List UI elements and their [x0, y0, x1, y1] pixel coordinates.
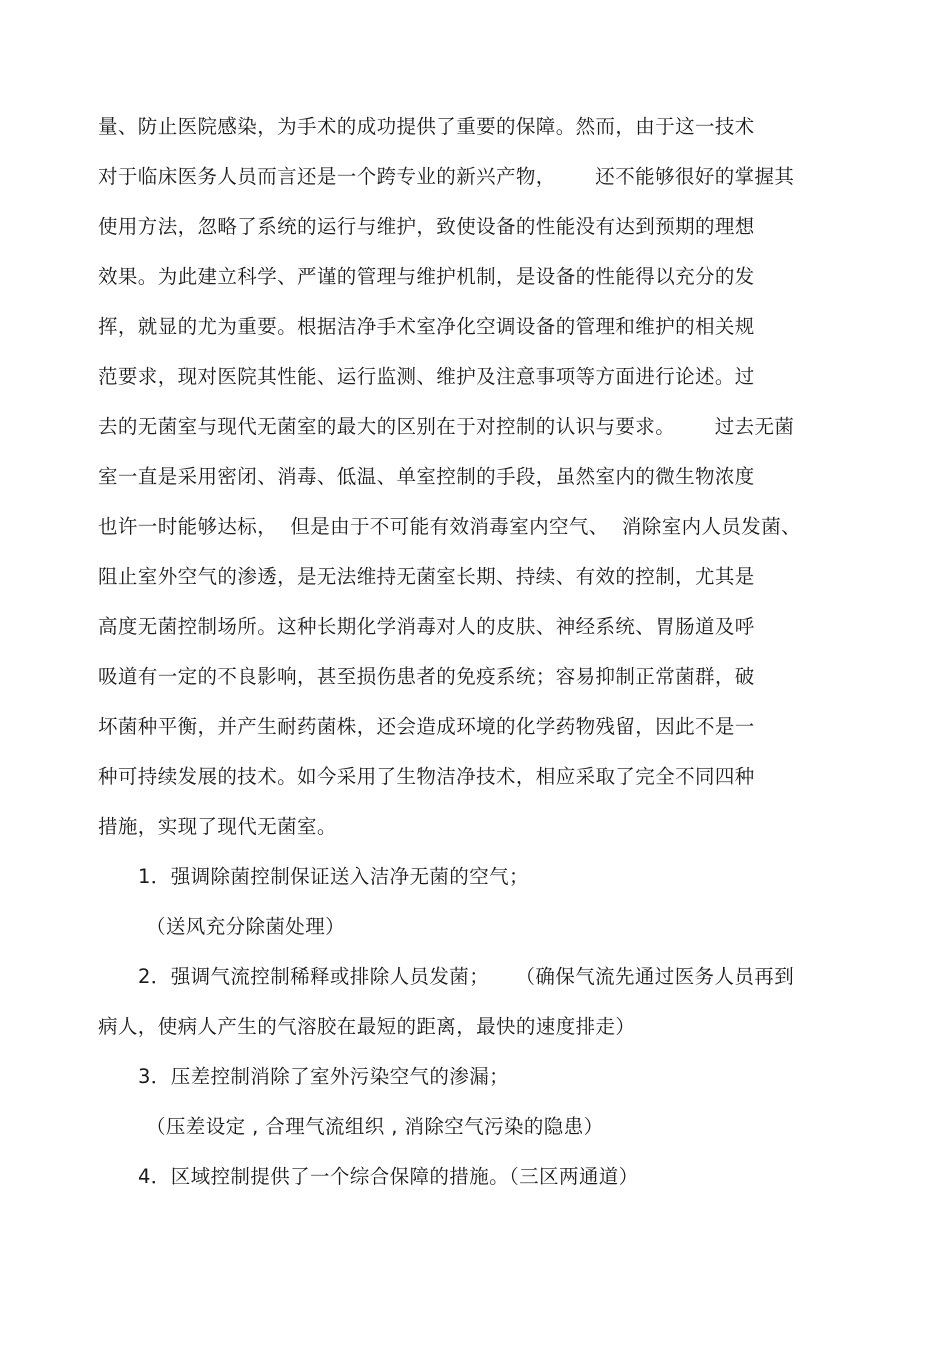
- paragraph-line: 范要求，现对医院其性能、运行监测、维护及注意事项等方面进行论述。过: [98, 365, 755, 388]
- list-item-2-continued: 病人，使病人产生的气溶胶在最短的距离，最快的速度排走）: [98, 1015, 636, 1038]
- paragraph-line: 吸道有一定的不良影响，甚至损伤患者的免疫系统；容易抑制正常菌群，破: [98, 665, 755, 688]
- paragraph-line: 效果。为此建立科学、严谨的管理与维护机制，是设备的性能得以充分的发: [98, 265, 755, 288]
- paragraph-line: 对于临床医务人员而言还是一个跨专业的新兴产物， 还不能够很好的掌握其: [98, 165, 795, 188]
- paragraph-line: 量、防止医院感染，为手术的成功提供了重要的保障。然而，由于这一技术: [98, 115, 755, 138]
- paragraph-line: 使用方法，忽略了系统的运行与维护，致使设备的性能没有达到预期的理想: [98, 215, 755, 238]
- paragraph-line: 坏菌种平衡，并产生耐药菌株，还会造成环境的化学药物残留，因此不是一: [98, 715, 755, 738]
- paragraph-line: 去的无菌室与现代无菌室的最大的区别在于对控制的认识与要求。 过去无菌: [98, 415, 795, 438]
- list-item-3: 3．压差控制消除了室外污染空气的渗漏；: [138, 1065, 510, 1088]
- paragraph-line: 室一直是采用密闭、消毒、低温、单室控制的手段，虽然室内的微生物浓度: [98, 465, 755, 488]
- list-item-2: 2．强调气流控制稀释或排除人员发菌； （确保气流先通过医务人员再到: [138, 965, 795, 988]
- list-item-4: 4．区域控制提供了一个综合保障的措施。（三区两通道）: [138, 1165, 639, 1188]
- list-item-1: 1．强调除菌控制保证送入洁净无菌的空气；: [138, 865, 529, 888]
- paragraph-line: 挥，就显的尤为重要。根据洁净手术室净化空调设备的管理和维护的相关规: [98, 315, 755, 338]
- list-item-1-note: （送风充分除菌处理）: [146, 915, 346, 938]
- paragraph-line: 高度无菌控制场所。这种长期化学消毒对人的皮肤、神经系统、胃肠道及呼: [98, 615, 755, 638]
- paragraph-line: 措施，实现了现代无菌室。: [98, 815, 337, 838]
- paragraph-line: 种可持续发展的技术。如今采用了生物洁净技术，相应采取了完全不同四种: [98, 765, 755, 788]
- list-item-3-note: （压差设定 , 合理气流组织 , 消除空气污染的隐患）: [146, 1115, 604, 1138]
- paragraph-line: 也许一时能够达标， 但是由于不可能有效消毒室内空气、 消除室内人员发菌、: [98, 515, 801, 538]
- paragraph-line: 阻止室外空气的渗透，是无法维持无菌室长期、持续、有效的控制，尤其是: [98, 565, 755, 588]
